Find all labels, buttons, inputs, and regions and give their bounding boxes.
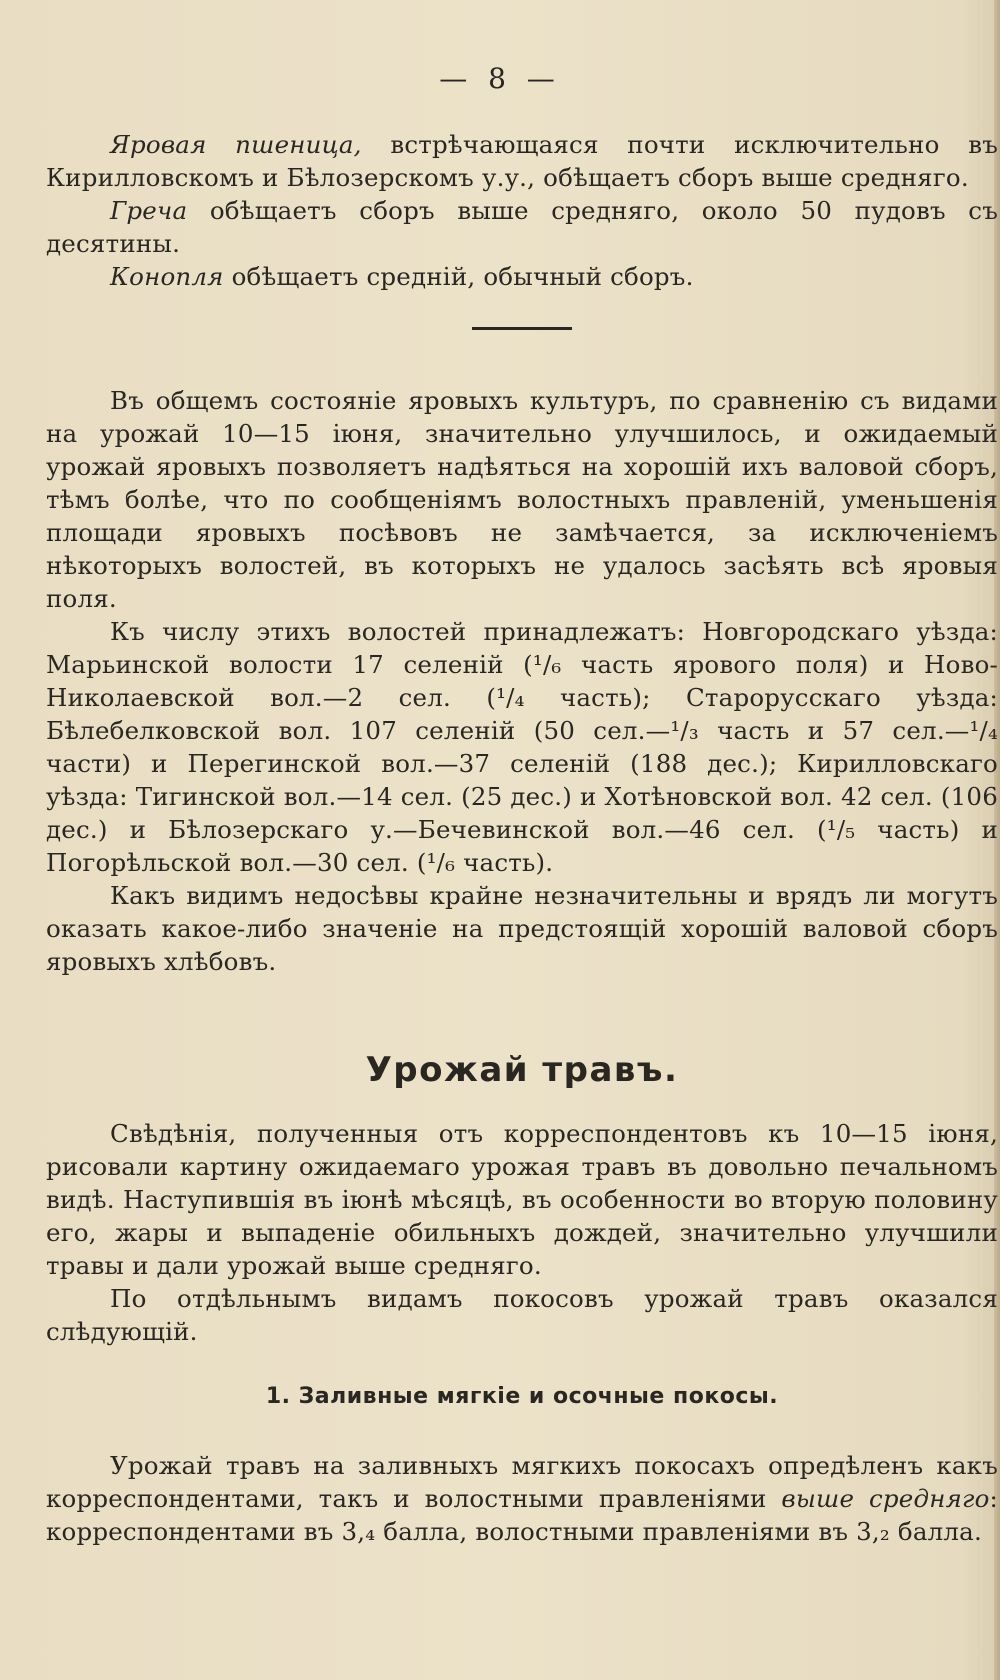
paragraph-by-meadow-type: По отдѣльнымъ видамъ покосовъ урожай травъ оказался слѣдующій. — [46, 1284, 998, 1346]
flood-meadows-section — [46, 1449, 998, 1548]
text-flood-meadows-emphasis: выше средняго — [781, 1484, 990, 1513]
text-flood-meadows-end: : корреспондентами въ 3,₄ балла, волостными правленіями въ 3,₂ балла. — [46, 1484, 998, 1546]
paragraph-flood-meadows — [46, 1449, 998, 1548]
section-divider — [472, 327, 572, 330]
text-flood-meadows-start: Урожай травъ на заливныхъ мягкихъ покосахъ опредѣленъ какъ корреспондентами, такъ и волостными правленіями — [46, 1451, 998, 1513]
crop-notes — [46, 128, 998, 293]
paragraph-spring-wheat — [46, 128, 998, 194]
text-buckwheat: обѣщаетъ сборъ выше средняго, около 50 пудовъ съ десятины. — [46, 196, 998, 258]
page-number: — 8 — — [439, 62, 561, 95]
term-buckwheat: Греча — [110, 196, 188, 225]
grass-harvest-section — [46, 1117, 998, 1348]
paragraph-hemp — [46, 260, 998, 293]
text-spring-wheat: встрѣчающаяся почти исключительно въ Кирилловскомъ и Бѣлозерскомъ у.у., обѣщаетъ сборъ выше средняго. — [46, 130, 998, 192]
paragraph-buckwheat — [46, 194, 998, 260]
paragraph-correspondent-reports: Свѣдѣнія, полученныя отъ корреспондентовъ къ 10—15 іюня, рисовали картину ожидаемаго урожая травъ въ довольно печальномъ видѣ. Наступившія въ іюнѣ мѣсяцѣ, въ особенности во вторую половину его, жары и выпаденіе обильныхъ дождей, значительно улучшили травы и дали урожай выше средняго. — [46, 1119, 998, 1280]
spring-crops-summary — [46, 384, 998, 978]
text-hemp: обѣщаетъ средній, обычный сборъ. — [223, 262, 694, 291]
term-hemp: Конопля — [110, 262, 224, 291]
section-heading-grass-harvest: Урожай травъ. — [365, 1050, 679, 1090]
paragraph-districts-list: Къ числу этихъ волостей принадлежатъ: Новгородскаго уѣзда: Марьинской волости 17 селеній (¹/₆ часть ярового поля) и Ново-Николаевской вол.—2 сел. (¹/₄ часть); Старорусскаго уѣзда: Бѣлебелковской вол. 107 селеній (50 сел.—¹/₃ часть и 57 сел.—¹/₄ части) и Перегинской вол.—37 селеній (188 дес.); Кирилловскаго уѣзда: Тигинской вол.—14 сел. (25 дес.) и Хотѣновской вол. 42 сел. (106 дес.) и Бѣлозерскаго у.—Бечевинской вол.—46 сел. (¹/₅ часть) и Погорѣльской вол.—30 сел. (¹/₆ часть). — [46, 617, 998, 877]
paragraph-general-state: Въ общемъ состояніе яровыхъ культуръ, по сравненію съ видами на урожай 10—15 іюня, значительно улучшилось, и ожидаемый урожай яровыхъ позволяетъ надѣяться на хорошій ихъ валовой сборъ, тѣмъ болѣе, что по сообщеніямъ волостныхъ правленій, уменьшенія площади яровыхъ посѣвовъ не замѣчается, за исключеніемъ нѣкоторыхъ волостей, въ которыхъ не удалось засѣять всѣ яровыя поля. — [46, 386, 998, 613]
paragraph-conclusion: Какъ видимъ недосѣвы крайне незначительны и врядъ ли могутъ оказать какое-либо значеніе на предстоящій хорошій валовой сборъ яровыхъ хлѣбовъ. — [46, 881, 998, 976]
page-content — [46, 128, 998, 1548]
term-spring-wheat: Яровая пшеница, — [110, 130, 362, 159]
subsection-heading-flood-meadows: 1. Заливные мягкіе и осочные покосы. — [265, 1384, 779, 1409]
